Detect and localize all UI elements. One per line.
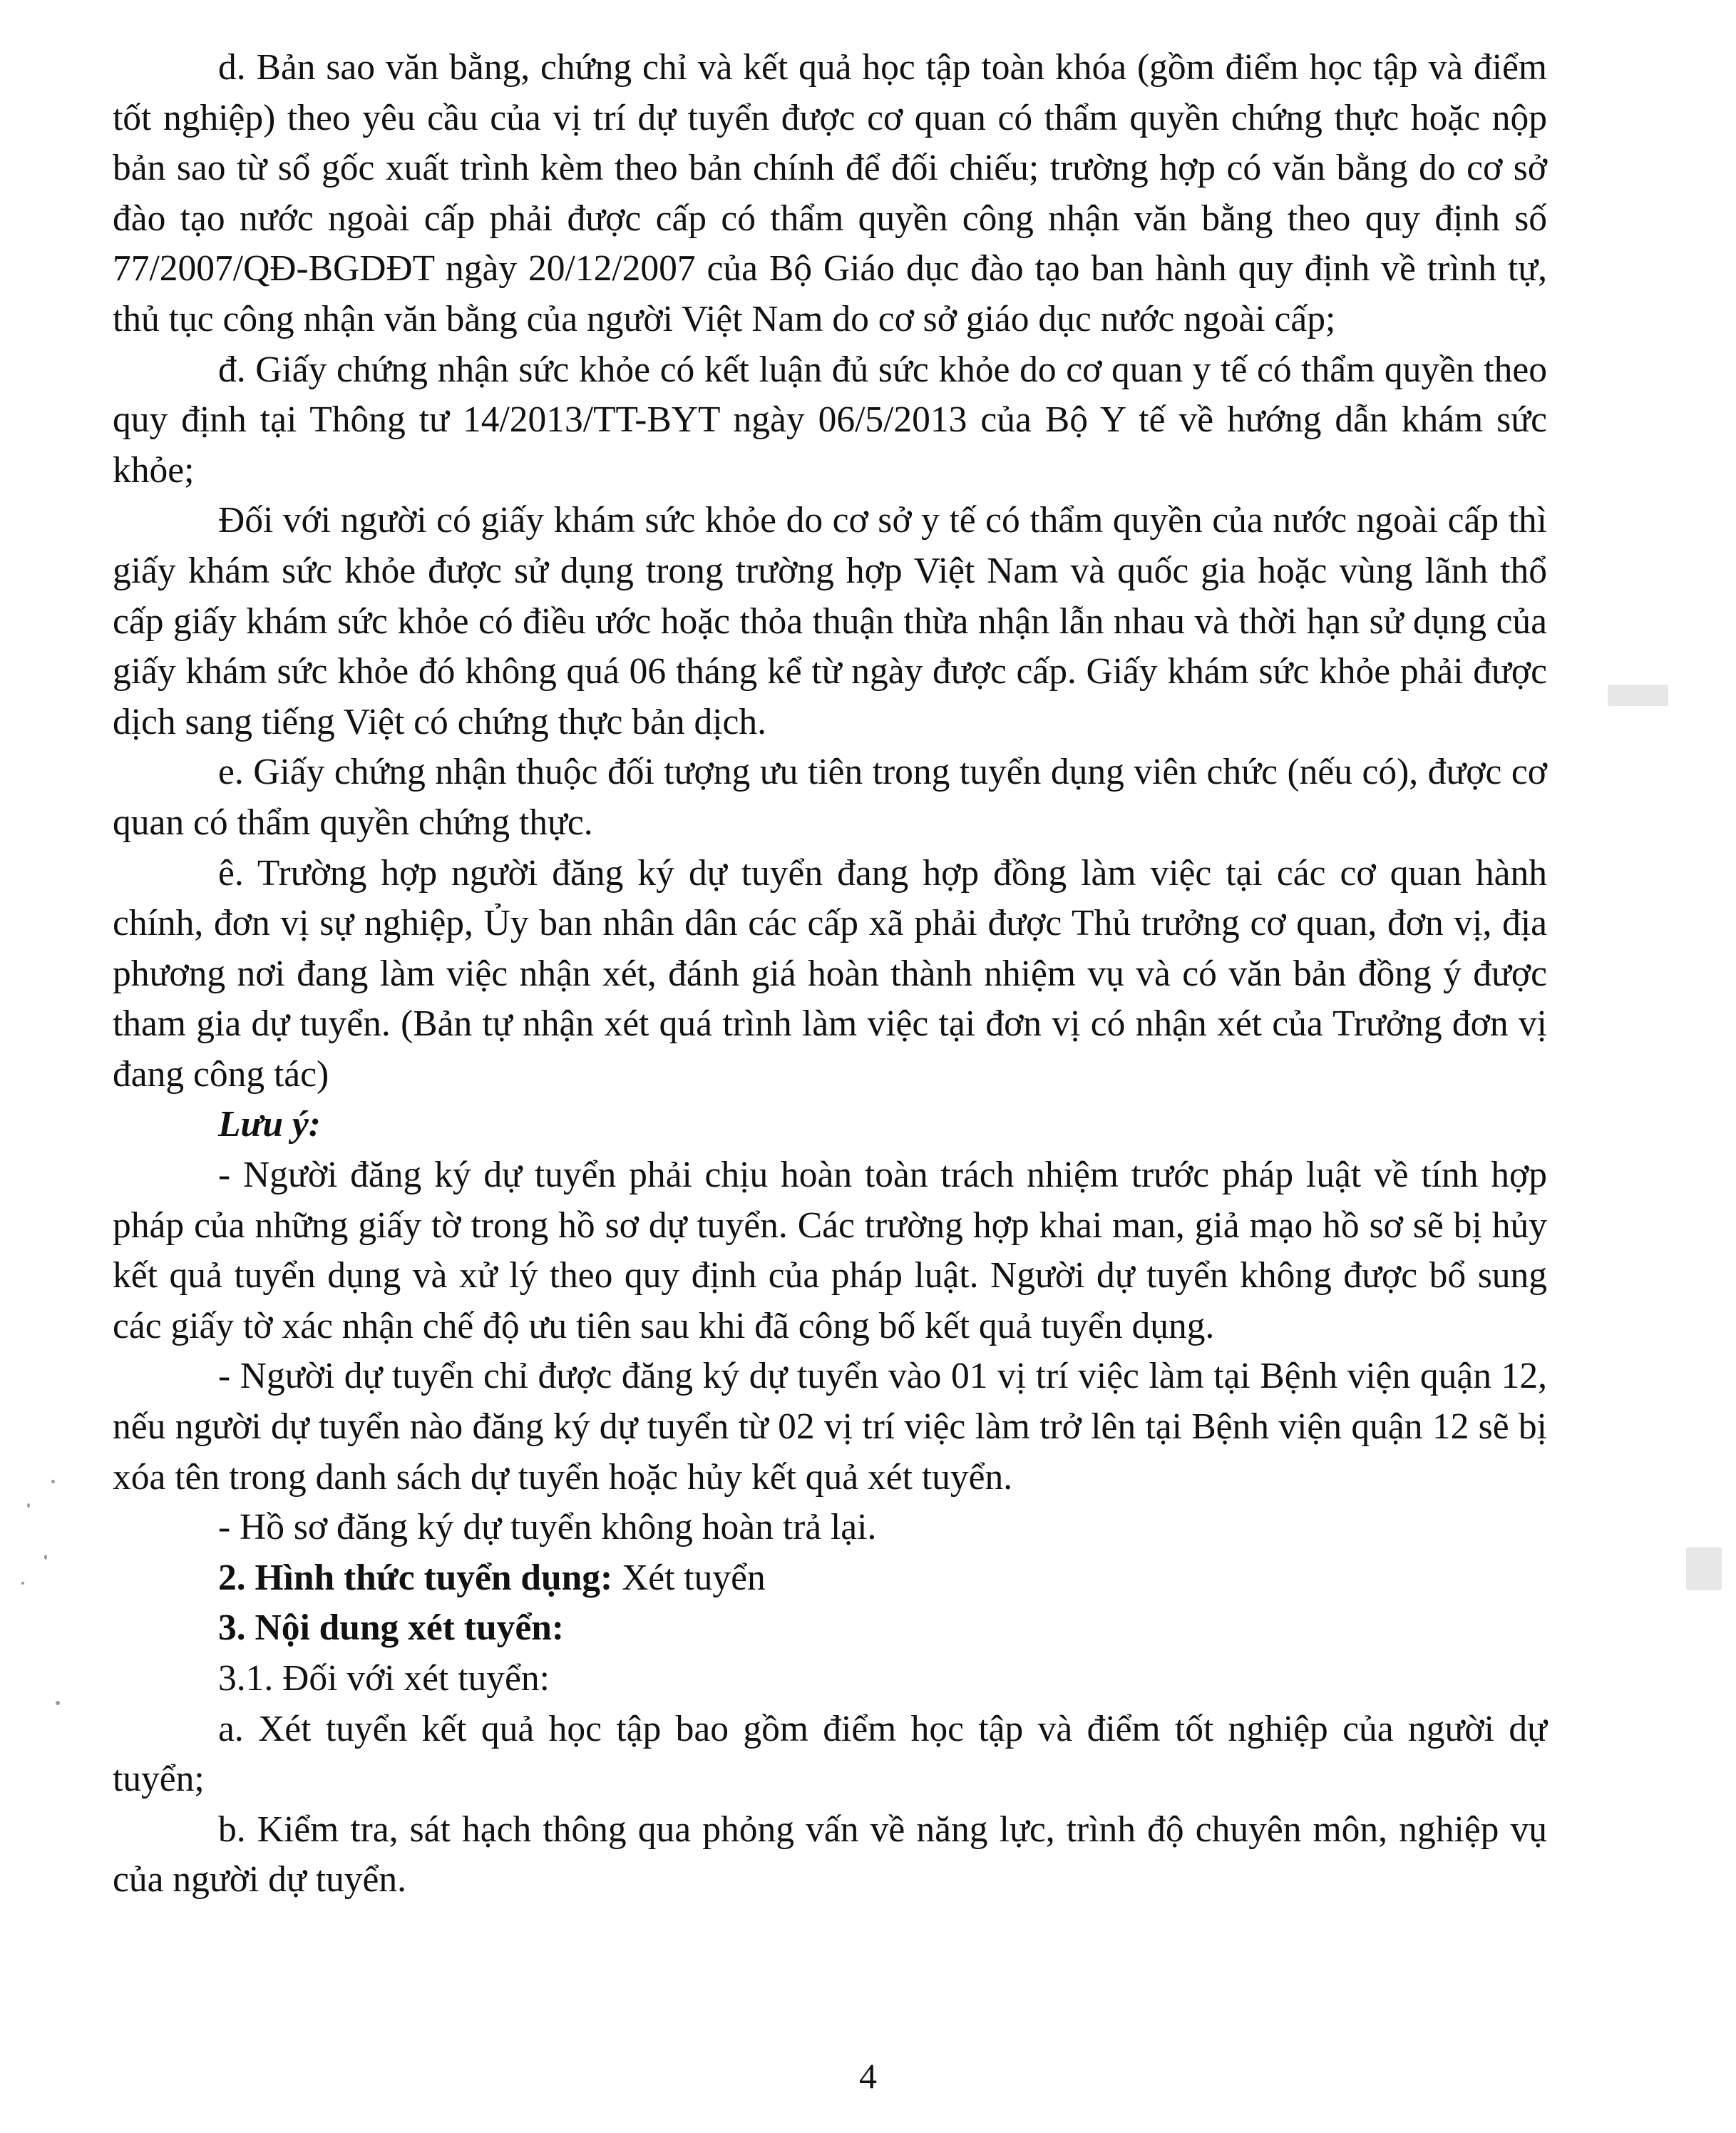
- section-3: [113, 1603, 1547, 1654]
- scan-speck: [27, 1503, 30, 1508]
- section-2-value: Xét tuyển: [612, 1557, 766, 1598]
- scan-speck: [44, 1555, 47, 1560]
- paragraph-foreign-health-certificate: Đối với người có giấy khám sức khỏe do cơ sở y tế có thẩm quyền của nước ngoài cấp thì giấy khám sức khỏe được sử dụng trong trường hợp Việt Nam và quốc gia hoặc vùng lãnh thổ cấp giấy khám sức khỏe có điều ước hoặc thỏa thuận thừa nhận lẫn nhau và thời hạn sử dụng của giấy khám sức khỏe đó không quá 06 tháng kể từ ngày được cấp. Giấy khám sức khỏe phải được dịch sang tiếng Việt có chứng thực bản dịch.: [113, 500, 1547, 742]
- scan-speck: [51, 1480, 55, 1483]
- scan-speck: [56, 1701, 60, 1705]
- note-heading-paragraph: [113, 1100, 1547, 1150]
- note-item-3: - Hồ sơ đăng ký dự tuyển không hoàn trả lại.: [218, 1507, 877, 1548]
- section-3-item-b: b. Kiểm tra, sát hạch thông qua phỏng vấn về năng lực, trình độ chuyên môn, nghiệp vụ của người dự tuyển.: [113, 1809, 1547, 1901]
- paragraph-dd: đ. Giấy chứng nhận sức khỏe có kết luận đủ sức khỏe do cơ quan y tế có thẩm quyền theo quy định tại Thông tư 14/2013/TT-BYT ngày 06/5/2013 của Bộ Y tế về hướng dẫn khám sức khỏe;: [113, 349, 1547, 491]
- paragraph-e: e. Giấy chứng nhận thuộc đối tượng ưu tiên trong tuyển dụng viên chức (nếu có), được cơ quan có thẩm quyền chứng thực.: [113, 752, 1547, 843]
- scan-speck: [21, 1582, 24, 1585]
- section-3-item-a: a. Xét tuyển kết quả học tập bao gồm điểm học tập và điểm tốt nghiệp của người dự tuyển;: [113, 1708, 1547, 1800]
- note-item-2: - Người dự tuyển chỉ được đăng ký dự tuyển vào 01 vị trí việc làm tại Bệnh viện quận 12, nếu người dự tuyển nào đăng ký dự tuyển từ 02 vị trí việc làm trở lên tại Bệnh viện quận 12 sẽ bị xóa tên trong danh sách dự tuyển hoặc hủy kết quả xét tuyển.: [113, 1356, 1547, 1498]
- note-heading: Lưu ý:: [218, 1104, 321, 1145]
- scan-smudge: [1608, 685, 1668, 706]
- paragraph-d: d. Bản sao văn bằng, chứng chỉ và kết quả học tập toàn khóa (gồm điểm học tập và điểm tốt nghiệp) theo yêu cầu của vị trí dự tuyển được cơ quan có thẩm quyền chứng thực hoặc nộp bản sao từ sổ gốc xuất trình kèm theo bản chính để đối chiếu; trường hợp có văn bằng do cơ sở đào tạo nước ngoài cấp phải được cấp có thẩm quyền công nhận văn bằng theo quy định số 77/2007/QĐ-BGDĐT ngày 20/12/2007 của Bộ Giáo dục đào tạo ban hành quy định về trình tự, thủ tục công nhận văn bằng của người Việt Nam do cơ sở giáo dục nước ngoài cấp;: [113, 47, 1547, 339]
- note-item-1: - Người đăng ký dự tuyển phải chịu hoàn toàn trách nhiệm trước pháp luật về tính hợp pháp của những giấy tờ trong hồ sơ dự tuyển. Các trường hợp khai man, giả mạo hồ sơ sẽ bị hủy kết quả tuyển dụng và xử lý theo quy định của pháp luật. Người dự tuyển không được bổ sung các giấy tờ xác nhận chế độ ưu tiên sau khi đã công bố kết quả tuyển dụng.: [113, 1155, 1547, 1346]
- paragraph-ee: ê. Trường hợp người đăng ký dự tuyển đang hợp đồng làm việc tại các cơ quan hành chính, đơn vị sự nghiệp, Ủy ban nhân dân các cấp xã phải được Thủ trưởng cơ quan, đơn vị, địa phương nơi đang làm việc nhận xét, đánh giá hoàn thành nhiệm vụ và có văn bản đồng ý được tham gia dự tuyển. (Bản tự nhận xét quá trình làm việc tại đơn vị có nhận xét của Trưởng đơn vị đang công tác): [113, 852, 1547, 1095]
- section-2: [113, 1553, 1547, 1604]
- page-number: 4: [859, 2056, 877, 2096]
- section-3-heading: 3. Nội dung xét tuyển:: [218, 1607, 565, 1649]
- scan-smudge: [1686, 1548, 1722, 1590]
- section-2-heading: 2. Hình thức tuyển dụng:: [218, 1557, 613, 1598]
- section-3-1-heading: 3.1. Đối với xét tuyển:: [218, 1658, 550, 1699]
